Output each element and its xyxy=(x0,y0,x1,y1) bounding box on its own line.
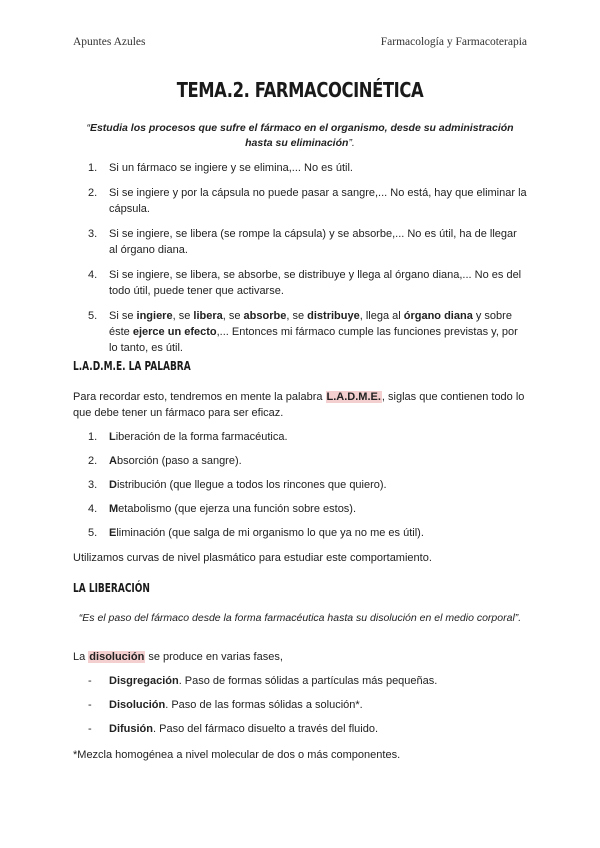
item-text-part: , se xyxy=(172,310,194,322)
item-number: 1. xyxy=(88,162,98,174)
section-heading-liberacion: LA LIBERACIÓN xyxy=(73,580,150,595)
disolucion-intro-text-end: se produce en varias fases, xyxy=(145,651,283,663)
item-text-part: Si se ingiere y por la cápsula no puede pasar a sangre,... No está, hay que eliminar la cápsula. xyxy=(109,187,527,215)
item-text xyxy=(109,429,528,453)
phase-desc: . Paso de las formas sólidas a solución*. xyxy=(165,699,363,711)
quote-open: “ xyxy=(86,122,90,134)
item-text xyxy=(109,185,528,217)
phase-term: Difusión xyxy=(109,723,153,735)
section-heading-ladme: L.A.D.M.E. LA PALABRA xyxy=(73,358,191,373)
item-rest: bsorción (paso a sangre). xyxy=(116,455,242,467)
ladme-item xyxy=(88,429,528,453)
item-number: 3. xyxy=(88,228,98,240)
quote-text: Estudia los procesos que sufre el fármaco en el organismo, desde su administración hasta su eliminación xyxy=(89,122,514,149)
item-text xyxy=(109,697,528,721)
item-text xyxy=(109,267,528,299)
item-letter: D xyxy=(109,479,117,491)
item-number: 5. xyxy=(88,527,98,539)
footnote: *Mezcla homogénea a nivel molecular de dos o más componentes. xyxy=(73,749,401,761)
item-number: 5. xyxy=(88,310,98,322)
item-text-part: ,... Entonces mi fármaco cumple las funciones previstas y, por lo tanto, es útil. xyxy=(109,326,518,354)
item-text-part: Si un fármaco se ingiere y se elimina,... No es útil. xyxy=(109,162,353,174)
item-text xyxy=(109,525,528,549)
list-item xyxy=(88,185,528,217)
phases-list xyxy=(88,673,528,745)
item-text xyxy=(109,453,528,477)
ladme-highlight: L.A.D.M.E. xyxy=(326,391,381,403)
item-text-part: distribuye xyxy=(307,310,360,322)
disolucion-intro-text: La xyxy=(73,651,89,663)
bullet-dash: - xyxy=(88,723,92,735)
phase-desc: . Paso del fármaco disuelto a través del fluido. xyxy=(153,723,379,735)
list-item xyxy=(88,267,528,299)
ladme-list xyxy=(88,429,528,549)
item-number: 2. xyxy=(88,187,98,199)
item-text-part: y sobre éste xyxy=(109,310,512,338)
item-letter: A xyxy=(109,455,117,467)
steps-list xyxy=(88,160,528,365)
list-item xyxy=(88,160,528,176)
item-rest: iberación de la forma farmacéutica. xyxy=(115,431,288,443)
item-text-part: ejerce un efecto xyxy=(132,326,217,338)
intro-quote xyxy=(73,121,527,151)
item-number: 2. xyxy=(88,455,98,467)
item-number: 1. xyxy=(88,431,98,443)
quote-close: ”. xyxy=(348,137,355,149)
ladme-item xyxy=(88,453,528,477)
item-text xyxy=(109,673,528,697)
phase-term: Disolución xyxy=(109,699,166,711)
item-text xyxy=(109,477,528,501)
item-text xyxy=(109,501,528,525)
ladme-item xyxy=(88,525,528,549)
item-text-part: , llega al xyxy=(359,310,404,322)
item-text-part: libera xyxy=(193,310,223,322)
bullet-dash: - xyxy=(88,675,92,687)
item-letter: L xyxy=(109,431,116,443)
item-number: 4. xyxy=(88,269,98,281)
item-text-part: ingiere xyxy=(136,310,173,322)
page-title: TEMA.2. FARMACOCINÉTICA xyxy=(176,78,424,102)
phase-desc: . Paso de formas sólidas a partículas más pequeñas. xyxy=(178,675,438,687)
item-text-part: , se xyxy=(286,310,308,322)
ladme-outro: Utilizamos curvas de nivel plasmático para estudiar este comportamiento. xyxy=(73,552,432,564)
item-number: 4. xyxy=(88,503,98,515)
bullet-dash: - xyxy=(88,699,92,711)
item-text xyxy=(109,308,528,356)
disolucion-highlight: disolución xyxy=(89,651,145,663)
page-header xyxy=(73,36,527,48)
disolucion-intro xyxy=(73,649,528,665)
item-rest: etabolismo (que ejerza una función sobre estos). xyxy=(118,503,357,515)
item-rest: istribución (que llegue a todos los rincones que quiero). xyxy=(116,479,387,491)
header-left: Apuntes Azules xyxy=(73,36,146,48)
item-text xyxy=(109,160,528,176)
item-text-part: , se xyxy=(222,310,244,322)
list-item xyxy=(88,226,528,258)
item-text-part: Si se ingiere, se libera (se rompe la cápsula) y se absorbe,... No es útil, ha de llegar al órgano diana. xyxy=(109,228,517,256)
list-item xyxy=(88,308,528,356)
item-number: 3. xyxy=(88,479,98,491)
ladme-intro-text-end: , siglas que contienen todo lo que debe tener un fármaco para ser eficaz. xyxy=(73,391,525,419)
phase-term: Disgregación xyxy=(109,675,179,687)
phase-item xyxy=(88,721,528,745)
item-text-part: absorbe xyxy=(243,310,287,322)
item-letter: E xyxy=(109,527,117,539)
ladme-item xyxy=(88,501,528,525)
item-text-part: órgano diana xyxy=(403,310,473,322)
item-letter: M xyxy=(109,503,119,515)
ladme-intro xyxy=(73,389,528,421)
phase-item xyxy=(88,673,528,697)
header-right: Farmacología y Farmacoterapia xyxy=(380,36,527,48)
ladme-intro-text: Para recordar esto, tendremos en mente la palabra xyxy=(73,391,326,403)
item-text-part: Si se xyxy=(109,310,137,322)
item-text xyxy=(109,721,528,745)
ladme-item xyxy=(88,477,528,501)
liberacion-quote: “Es el paso del fármaco desde la forma farmacéutica hasta su disolución en el medio corporal”. xyxy=(78,612,522,624)
item-text xyxy=(109,226,528,258)
phase-item xyxy=(88,697,528,721)
item-rest: liminación (que salga de mi organismo lo que ya no me es útil). xyxy=(116,527,424,539)
item-text-part: Si se ingiere, se libera, se absorbe, se distribuye y llega al órgano diana,... No es del todo útil, puede tener que activarse. xyxy=(109,269,522,297)
